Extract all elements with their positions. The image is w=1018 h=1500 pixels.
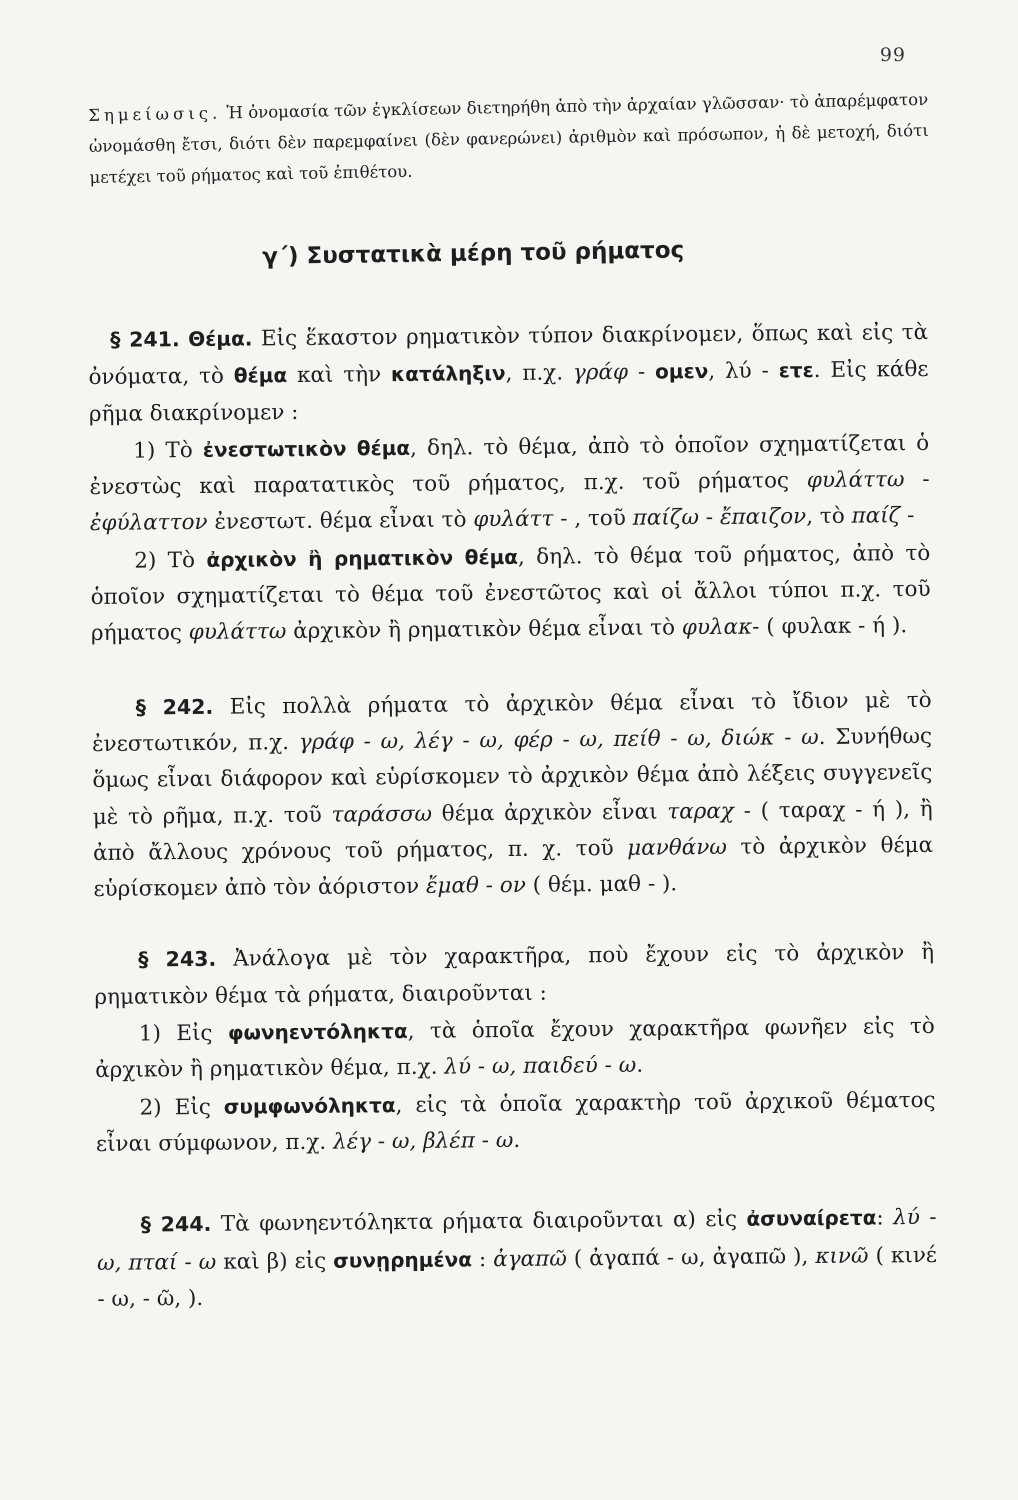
example-word: λέγ - ω, βλέπ - ω	[332, 1127, 514, 1155]
note-paragraph	[88, 84, 930, 193]
example-word: παίζ	[851, 503, 901, 530]
bold-term: ετε	[778, 358, 814, 383]
note-label: Σημείωσις.	[88, 103, 222, 125]
bold-term: ἀρχικὸν ἢ ρηματικὸν θέμα	[206, 544, 519, 572]
bold-term: φωνηεντόληκτα	[227, 1019, 408, 1045]
example-word: μανθάνω	[627, 834, 727, 861]
main-text	[88, 314, 938, 1318]
example-word: ταράσσω	[331, 801, 433, 828]
bold-term: ἀσυναίρετα	[746, 1205, 877, 1231]
bold-term: συμφωνόληκτα	[223, 1092, 396, 1119]
section-number: § 241.	[110, 327, 180, 352]
example-word: κινῶ	[815, 1243, 869, 1269]
bold-term: ομεν	[654, 359, 709, 384]
example-word: ἔπαιζον	[719, 504, 807, 531]
paragraph-241-1: 1) Τὸ ἐνεστωτικὸν θέμα, δηλ. τὸ θέμα, ἀπὸ τὸ ὁποῖον σχηματίζεται ὁ ἐνεστὼς καὶ παρατατικὸς τοῦ ρήματος, π.χ. τοῦ ρήματος φυλάττω - ἐφύλαττον ἐνεστωτ. θέμα εἶναι τὸ φυλάττ - , τοῦ παίζω - ἔπαιζον, τὸ παίζ -	[89, 430, 930, 537]
example-word: φυλακ	[681, 615, 753, 641]
example-word: λύ - ω, πταί - ω	[96, 1205, 937, 1276]
paragraph-243: § 243. Ἀνάλογα μὲ τὸν χαρακτῆρα, ποὺ ἔχουν εἰς τὸ ἀρχικὸν ἢ ρηματικὸν θέμα τὰ ρήματα, διαιροῦνται :	[94, 940, 935, 1010]
paragraph-243-2: 2) Εἰς συμφωνόληκτα, εἰς τὰ ὁποῖα χαρακτὴρ τοῦ ἀρχικοῦ θέματος εἶναι σύμφωνον, π.χ. λέγ - ω, βλέπ - ω.	[95, 1087, 936, 1157]
paragraph-243-1: 1) Εἰς φωνηεντόληκτα, τὰ ὁποῖα ἔχουν χαρακτῆρα φωνῆεν εἰς τὸ ἀρχικὸν ἢ ρηματικὸν θέμα, π.χ. λύ - ω, παιδεύ - ω.	[95, 1013, 935, 1084]
bold-term: κατάληξιν	[390, 361, 506, 387]
bold-term: συνῃρημένα	[333, 1246, 473, 1273]
example-word: ταραχ	[667, 798, 734, 825]
example-word: φυλάττω	[806, 467, 905, 494]
note-text: Ἡ ὀνομασία τῶν ἐγκλίσεων διετηρήθη ἀπὸ τὴν ἀρχαίαν γλῶσσαν· τὸ ἀπαρέμφατον ὠνομάσθη ἔτσι, διότι δὲν παρεμφαίνει (δὲν φανερώνει) ἀριθμὸν καὶ πρόσωπον, ἡ δὲ μετοχή, διότι μετέχει τοῦ ρήματος καὶ τοῦ ἐπιθέτου.	[88, 89, 929, 187]
example-word: φυλάττ	[473, 507, 554, 533]
example-word: γράφ	[572, 360, 629, 386]
paragraph-241: § 241. Θέμα. Εἰς ἕκαστον ρηματικὸν τύπον διακρίνομεν, ὅπως καὶ εἰς τὰ ὀνόματα, τὸ θέμα καὶ τὴν κατάληξιν, π.χ. γράφ - ομεν, λύ - ετε. Εἰς κάθε ρῆμα διακρίνομεν :	[88, 319, 929, 427]
page-number: 99	[879, 44, 906, 66]
bold-term: θέμα	[233, 363, 288, 388]
section-title: Θέμα.	[188, 326, 253, 352]
example-word: φυλάττω	[188, 619, 287, 646]
example-word: λύ - ω, παιδεύ - ω	[444, 1053, 637, 1080]
section-number: § 243.	[138, 947, 217, 973]
paragraph-242: § 242. Εἰς πολλὰ ρήματα τὸ ἀρχικὸν θέμα εἶναι τὸ ἴδιον μὲ τὸ ἐνεστωτικόν, π.χ. γράφ - ω, λέγ - ω, φέρ - ω, πείθ - ω, διώκ - ω. Συνήθως ὅμως εἶναι διάφορον καὶ εὑρίσκομεν τὸ ἀρχικὸν θέμα ἀπὸ λέξεις συγγενεῖς μὲ τὸ ρῆμα, π.χ. τοῦ ταράσσω θέμα ἀρχικὸν εἶναι ταραχ - ( ταραχ - ή ), ἢ ἀπὸ ἄλλους χρόνους τοῦ ρήματος, π. χ. τοῦ μανθάνω τὸ ἀρχικὸν θέμα εὑρίσκομεν ἀπὸ τὸν ἀόριστον ἔμαθ - ον ( θέμ. μαθ - ).	[91, 687, 934, 903]
example-word: ἔμαθ - ον	[425, 872, 526, 899]
paragraph-244: § 244. Τὰ φωνηεντόληκτα ρήματα διαιροῦνται α) εἰς ἀσυναίρετα: λύ - ω, πταί - ω καὶ β) εἰς συνῃρημένα : ἀγαπῶ ( ἀγαπά - ω, ἀγαπῶ ), κινῶ ( κινέ - ω, - ῶ, ).	[96, 1205, 938, 1312]
example-word: γράφ - ω, λέγ - ω, φέρ - ω, πείθ - ω, διώκ - ω	[298, 724, 819, 755]
example-word: παίζω	[632, 505, 700, 532]
example-word: ἀγαπῶ	[493, 1245, 567, 1272]
bold-term: ἐνεστωτικὸν θέμα	[202, 435, 411, 462]
section-heading: γ΄) Συστατικὰ μέρη τοῦ ρήματος	[262, 237, 685, 270]
section-number: § 242.	[135, 694, 214, 720]
example-word: ἐφύλαττον	[89, 510, 208, 537]
paragraph-241-2: 2) Τὸ ἀρχικὸν ἢ ρηματικὸν θέμα, δηλ. τὸ θέμα τοῦ ρήματος, ἀπὸ τὸ ὁποῖον σχηματίζεται τὸ θέμα τοῦ ἐνεστῶτος καὶ οἱ ἄλλοι τύποι π.χ. τοῦ ρήματος φυλάττω ἀρχικὸν ἢ ρηματικὸν θέμα εἶναι τὸ φυλακ- ( φυλακ - ή ).	[90, 540, 931, 647]
section-number: § 244.	[140, 1212, 212, 1237]
